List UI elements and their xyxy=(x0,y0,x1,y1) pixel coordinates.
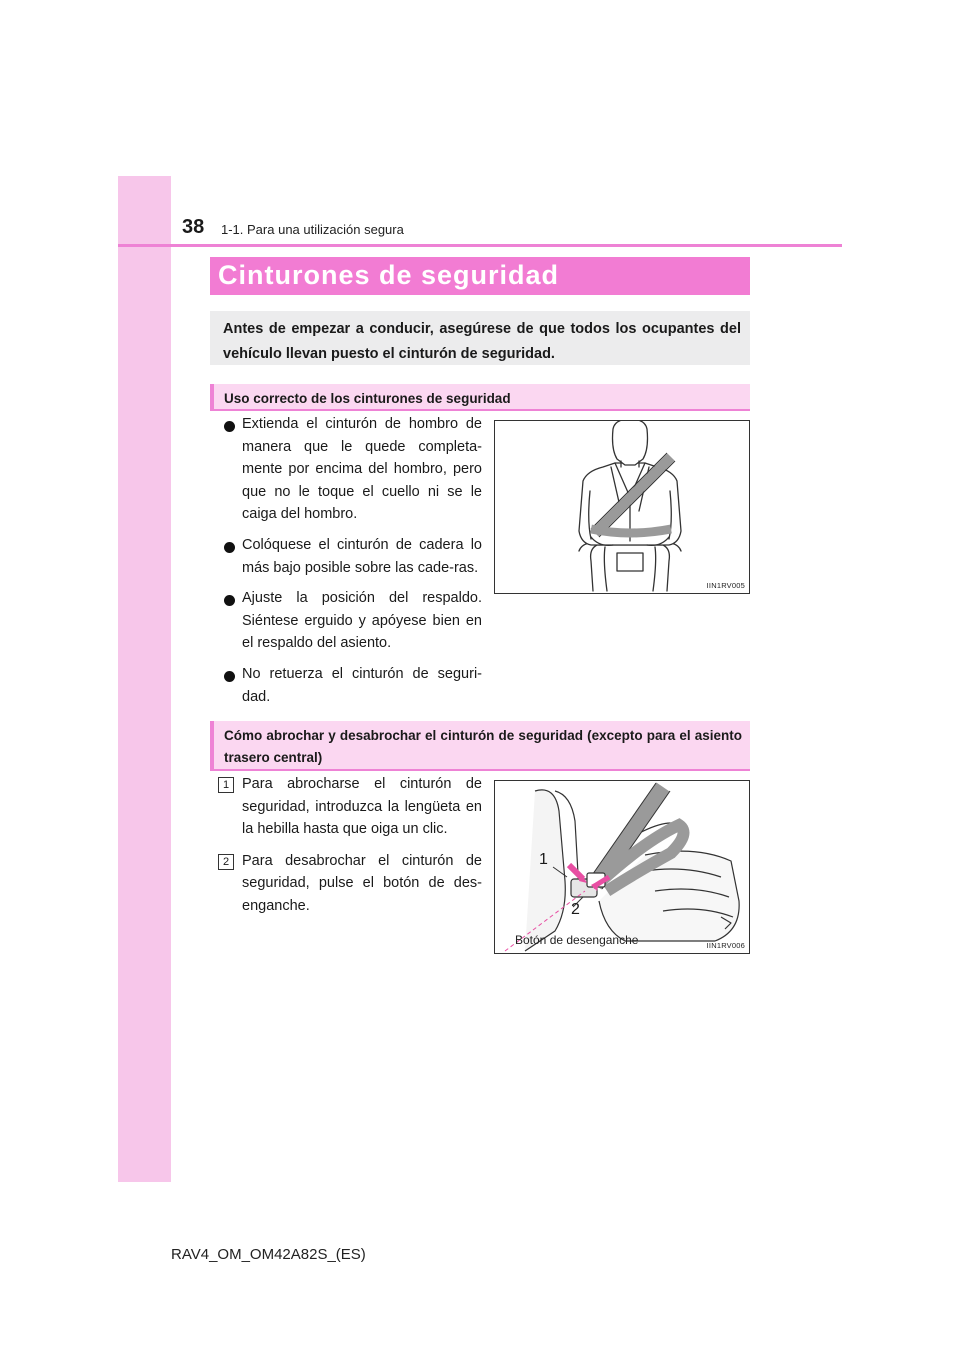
side-tab xyxy=(118,176,171,1182)
chapter-title: 1-1. Para una utilización segura xyxy=(221,222,404,237)
list-item xyxy=(222,534,482,579)
bullet-icon xyxy=(224,595,235,606)
bullet-list xyxy=(222,413,482,716)
page-number: 38 xyxy=(182,216,205,238)
bullet-icon xyxy=(224,542,235,553)
intro-box xyxy=(210,311,750,365)
figure-caption: Botón de desenganche xyxy=(515,933,639,947)
bullet-icon xyxy=(224,421,235,432)
step-item xyxy=(218,850,482,918)
list-item-text: Colóquese el cinturón de cadera lo más bajo posible sobre las cade-ras. xyxy=(242,536,482,576)
seated-person-illustration xyxy=(494,420,750,594)
list-item-text: Extienda el cinturón de hombro de manera que le quede completa-mente por encima del hombro, pero que no le toque el cuello ni se le caiga del hombro. xyxy=(242,416,482,523)
step-text: Para desabrochar el cinturón de seguridad, pulse el botón de des-enganche. xyxy=(242,852,482,914)
list-item xyxy=(222,413,482,526)
figure-code: IIN1RV005 xyxy=(706,581,745,590)
header-rule xyxy=(118,244,842,247)
list-item-text: No retuerza el cinturón de seguri-dad. xyxy=(242,665,482,705)
step-list xyxy=(218,773,482,927)
page-header xyxy=(118,208,842,248)
section-heading-text: Cómo abrochar y desabrochar el cinturón de seguridad (excepto para el asiento trasero central) xyxy=(224,728,742,765)
bullet-icon xyxy=(224,671,235,682)
figure-code: IIN1RV006 xyxy=(706,941,745,950)
step-item xyxy=(218,773,482,841)
buckle-drawing xyxy=(495,781,750,954)
section-heading-fastening xyxy=(210,721,750,771)
list-item xyxy=(222,663,482,708)
callout-1: 1 xyxy=(539,851,548,868)
list-item xyxy=(222,587,482,655)
step-number: 2 xyxy=(218,854,234,870)
page-title: Cinturones de seguridad xyxy=(218,260,560,290)
intro-text: Antes de empezar a conducir, asegúrese de que todos los ocupantes del vehículo llevan puesto el cinturón de seguridad. xyxy=(223,321,741,362)
section-heading-text: Uso correcto de los cinturones de seguridad xyxy=(224,391,511,406)
footer-code: RAV4_OM_OM42A82S_(ES) xyxy=(171,1246,366,1263)
callout-2: 2 xyxy=(571,901,580,918)
section-title-bar xyxy=(210,257,750,295)
seated-person-drawing xyxy=(495,421,750,594)
buckle-illustration xyxy=(494,780,750,954)
section-heading-correct-use xyxy=(210,384,750,411)
step-text: Para abrocharse el cinturón de seguridad, introduzca la lengüeta en la hebilla hasta que oiga un clic. xyxy=(242,776,482,838)
step-number: 1 xyxy=(218,777,234,793)
list-item-text: Ajuste la posición del respaldo. Siéntese erguido y apóyese bien en el respaldo del asiento. xyxy=(242,590,482,652)
